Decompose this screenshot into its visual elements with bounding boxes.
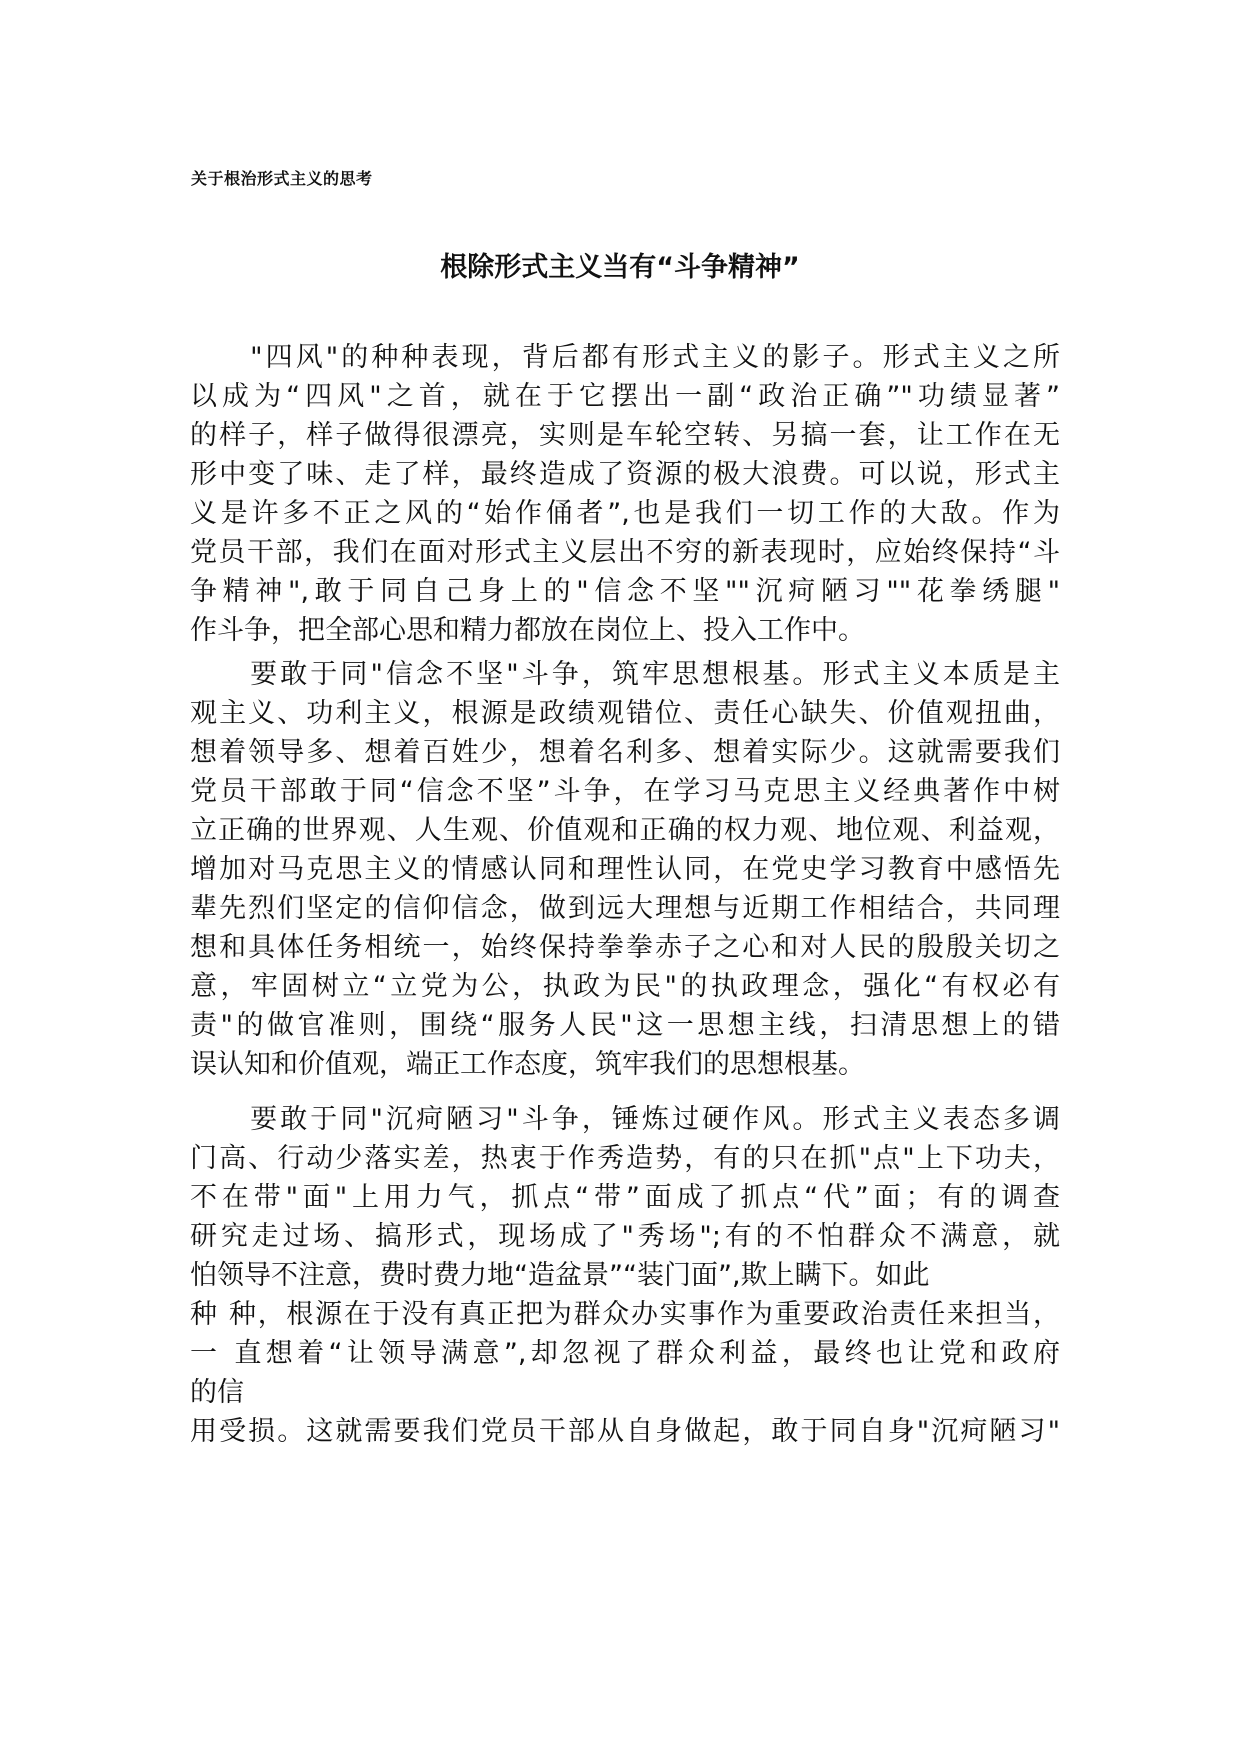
paragraph-line: 误认知和价值观，端正工作态度，筑牢我们的思想根基。: [190, 1049, 865, 1080]
paragraph-line: 要敢于同"沉疴陋习"斗争，锤炼过硬作风。形式主义表态多调: [190, 1104, 1060, 1135]
paragraph-line: 不在带"面"上用力气，抓点“带”面成了抓点“代”面；有的调查: [190, 1182, 1060, 1213]
paragraph-line: 增加对马克思主义的情感认同和理性认同，在党史学习教育中感悟先: [190, 854, 1060, 885]
paragraph-line: 一 直想着“让领导满意”,却忽视了群众利益，最终也让党和政府: [190, 1338, 1060, 1369]
paragraph-line: 观主义、功利主义，根源是政绩观错位、责任心缺失、价值观扭曲，: [190, 698, 1060, 729]
paragraph-line: 党员干部敢于同“信念不坚”斗争，在学习马克思主义经典著作中树: [190, 776, 1060, 807]
paragraph-line: 责"的做官准则，围绕“服务人民"这一思想主线，扫清思想上的错: [190, 1010, 1060, 1041]
paragraph-line: 想和具体任务相统一，始终保持拳拳赤子之心和对人民的殷殷关切之: [190, 932, 1060, 963]
paragraph-2: [190, 655, 1060, 1084]
paragraph-line: 种 种，根源在于没有真正把为群众办实事作为重要政治责任来担当，: [190, 1299, 1060, 1330]
paragraph-line: 的信: [190, 1377, 244, 1408]
paragraph-line: 以成为“四风"之首，就在于它摆出一副“政治正确”"功绩显著”: [190, 381, 1060, 412]
paragraph-line: 党员干部，我们在面对形式主义层出不穷的新表现时，应始终保持“斗: [190, 537, 1060, 568]
paragraph-line: 用受损。这就需要我们党员干部从自身做起，敢于同自身"沉疴陋习": [190, 1416, 1060, 1447]
paragraph-line: 意，牢固树立“立党为公，执政为民"的执政理念，强化“有权必有: [190, 971, 1060, 1002]
document-header-label: 关于根治形式主义的思考: [191, 169, 373, 188]
paragraph-line: 想着领导多、想着百姓少，想着名利多、想着实际少。这就需要我们: [190, 737, 1060, 768]
paragraph-line: 的样子，样子做得很漂亮，实则是车轮空转、另搞一套，让工作在无: [190, 420, 1060, 451]
paragraph-line: 要敢于同"信念不坚"斗争，筑牢思想根基。形式主义本质是主: [190, 659, 1060, 690]
paragraph-line: "四风"的种种表现，背后都有形式主义的影子。形式主义之所: [190, 342, 1060, 373]
paragraph-line: 辈先烈们坚定的信仰信念，做到远大理想与近期工作相结合，共同理: [190, 893, 1060, 924]
document-title: 根除形式主义当有“斗争精神”: [440, 252, 800, 283]
paragraph-line: 形中变了味、走了样，最终造成了资源的极大浪费。可以说，形式主: [190, 459, 1060, 490]
paragraph-line: 立正确的世界观、人生观、价值观和正确的权力观、地位观、利益观，: [190, 815, 1060, 846]
paragraph-line: 门高、行动少落实差，热衷于作秀造势，有的只在抓"点"上下功夫，: [190, 1143, 1060, 1174]
paragraph-line: 作斗争，把全部心思和精力都放在岗位上、投入工作中。: [190, 615, 865, 646]
paragraph-line: 义是许多不正之风的“始作俑者”,也是我们一切工作的大敌。作为: [190, 498, 1060, 529]
paragraph-line: 怕领导不注意，费时费力地“造盆景”“装门面”,欺上瞒下。如此: [190, 1260, 930, 1291]
paragraph-3: [190, 1100, 1060, 1451]
paragraph-line: 研究走过场、搞形式，现场成了"秀场";有的不怕群众不满意，就: [190, 1221, 1060, 1252]
paragraph-1: [190, 338, 1060, 650]
paragraph-line: 争精神",敢于同自己身上的"信念不坚""沉疴陋习""花拳绣腿": [190, 576, 1060, 607]
